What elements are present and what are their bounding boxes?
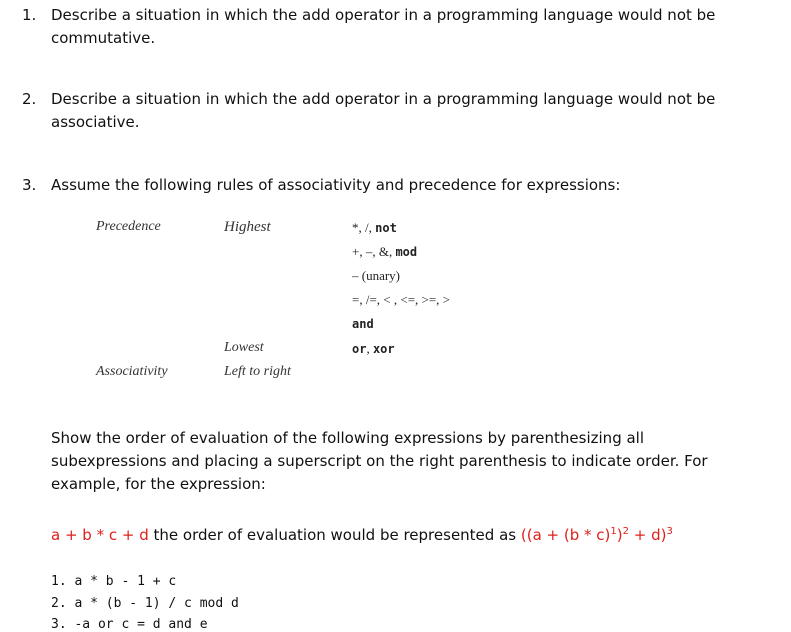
precedence-row: and	[352, 317, 374, 331]
highest-label: Highest	[224, 219, 271, 235]
question-text: Describe a situation in which the add operator in a programming language would not be associative.	[51, 90, 716, 131]
question-number: 3.	[22, 176, 37, 194]
precedence-label: Precedence	[96, 219, 161, 234]
example-answer: $((a + (b * c)^1)^2 + d)^3$	[520, 526, 673, 544]
example-middle-text: the order of evaluation would be represented as	[148, 526, 521, 544]
question-number: 1.	[22, 6, 37, 24]
expression-item: 3. -a or c = d and e	[51, 617, 208, 632]
precedence-row: or, xor	[352, 341, 395, 356]
example-line	[51, 524, 756, 547]
precedence-row: *, /, not	[352, 220, 397, 235]
precedence-row: +, –, &, mod	[352, 244, 418, 259]
example-expression: a + b * c + d	[51, 526, 149, 544]
expression-item: 2. a * (b - 1) / c mod d	[51, 596, 239, 611]
question-number: 2.	[22, 90, 37, 108]
precedence-row: – (unary)	[352, 268, 401, 283]
associativity-label: Associativity	[96, 364, 168, 379]
associativity-value: Left to right	[224, 364, 291, 379]
lowest-label: Lowest	[224, 340, 264, 355]
expression-item: 1. a * b - 1 + c	[51, 574, 177, 589]
precedence-row: =, /=, < , <=, >=, >	[352, 292, 451, 307]
instructions-paragraph: Show the order of evaluation of the following expressions by parenthesizing all subexpressions and placing a superscript on the right parenthesis to indicate order. For example, for the expression:	[51, 429, 708, 493]
question-text: Assume the following rules of associativity and precedence for expressions:	[51, 176, 621, 194]
question-text: Describe a situation in which the add operator in a programming language would not be commutative.	[51, 6, 716, 47]
